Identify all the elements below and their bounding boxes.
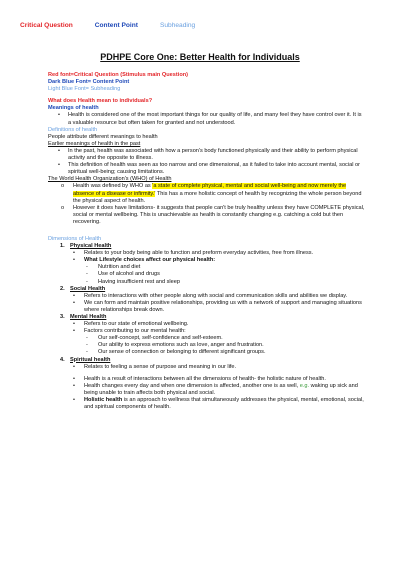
bullet-icon: •	[73, 321, 75, 328]
document-body	[48, 72, 366, 411]
bullet-icon: •	[58, 147, 60, 154]
color-legend	[20, 22, 195, 29]
bullet-icon: •	[73, 257, 75, 264]
page-title: PDHPE Core One: Better Health for Individuals	[100, 52, 300, 62]
list-item: • This definition of health was seen as too narrow and one dimensional, as it failed to take into account mental, social or spiritual well-being; causing limitations.	[48, 162, 366, 176]
bullet-icon: •	[73, 328, 75, 335]
list-item: • Health is considered one of the most important things for our quality of life, and many feel they have control over it. It is a valuable resource but often taken for granted and not understood.	[48, 112, 366, 126]
paragraph: People attribute different meanings to health	[48, 133, 158, 140]
bullet-icon: •	[73, 375, 75, 382]
list-item: • Relates to feeling a sense of purpose and meaning in our life.	[48, 364, 366, 371]
numbered-item: 3. Mental Health	[60, 314, 107, 320]
legend-critical: Critical Question	[20, 22, 73, 29]
list-item: • In the past, health was associated with how a person's body functioned physically and their ability to perform physical activity and the opposite to illness.	[48, 148, 366, 162]
bullet-icon: •	[58, 162, 60, 169]
list-item: • Refers to our state of emotional wellbeing.	[48, 321, 366, 328]
list-item: • We can form and maintain positive relationships, providing us with a network of support and managing situations where relationships break down.	[48, 300, 366, 314]
bullet-icon: •	[73, 382, 75, 389]
list-item: • What Lifestyle choices affect our physical health:	[48, 257, 366, 264]
list-item: - Nutrition and diet	[86, 264, 141, 271]
list-item: • Factors contributing to our mental health:	[48, 328, 366, 335]
example-marker: e.g.	[299, 382, 310, 389]
bullet-icon: •	[73, 397, 75, 404]
circle-bullet-icon: o	[61, 204, 65, 211]
list-item: - Use of alcohol and drugs	[86, 271, 160, 278]
key-red: Red font=Critical Question (Stimulus main Question)	[48, 72, 189, 78]
bullet-icon: •	[73, 363, 75, 370]
legend-subheading: Subheading	[159, 22, 196, 29]
key-dark: Dark Blue Font= Content Point	[48, 79, 130, 86]
bullet-icon: •	[73, 292, 75, 299]
subheading-dimensions: Dimensions of Health	[48, 235, 102, 242]
highlighted-quote: 'a state of complete physical, mental and social well-being and now merely the absence of a disease or infirmity.'	[73, 183, 347, 197]
subsection-who: The World Health Organization's (WHO) of Health	[48, 176, 172, 183]
numbered-item: 4. Spiritual health	[60, 356, 111, 363]
content-point-meanings: Meanings of health	[48, 105, 99, 112]
numbered-item: 1. Physical Health	[60, 243, 112, 250]
critical-question: What does Health mean to individuals?	[48, 98, 153, 105]
legend-content: Content Point	[94, 22, 138, 29]
bullet-icon: •	[73, 250, 75, 257]
list-item: • Health is a result of interactions between all the dimensions of health- the holistic nature of health.	[48, 376, 366, 383]
list-item: o Health was defined by WHO as 'a state of complete physical, mental and social well-being and now merely the absence of a disease or infirmity.' This has a more holistic concept of health by recognizing the whole person beyond the physical aspect of health.	[48, 183, 366, 204]
subheading-definitions: Definitions of health	[48, 126, 98, 133]
list-item: - Having insufficient rest and sleep	[86, 278, 180, 285]
list-item: • Health changes every day and when one dimension is affected, another one is as well, e.g. waking up sick and being unable to train affects both physical and social.	[48, 383, 366, 397]
list-item: • Holistic health is an approach to wellness that simultaneously addresses the physical, mental, emotional, social, and spiritual components of health.	[48, 397, 366, 411]
numbered-item: 2. Social Health	[60, 285, 106, 292]
circle-bullet-icon: o	[61, 183, 65, 190]
key-light: Light Blue Font= Subheading	[48, 86, 121, 93]
bullet-icon: •	[58, 112, 60, 119]
subsection-earlier: Earlier meanings of health in the past	[48, 140, 141, 147]
bullet-icon: •	[73, 299, 75, 306]
list-item: - Our ability to express emotions such as love, anger and frustration.	[86, 342, 264, 349]
list-item: o However it does have limitations- it suggests that people can't be truly healthy unless they have COMPLETE physical, social or mental wellbeing. This is unachievable as health is constantly changing e.g. catching a cold but then recovering.	[48, 205, 366, 226]
list-item: • Relates to your body being able to function and preform everyday activities, free from illness.	[48, 250, 366, 257]
list-item: • Refers to interactions with other people along with social and communication skills and abilities we display.	[48, 293, 366, 300]
list-item: - Our sense of connection or belonging to different significant groups.	[86, 349, 266, 356]
list-item: - Our self-concept, self-confidence and self-esteem.	[86, 335, 223, 342]
